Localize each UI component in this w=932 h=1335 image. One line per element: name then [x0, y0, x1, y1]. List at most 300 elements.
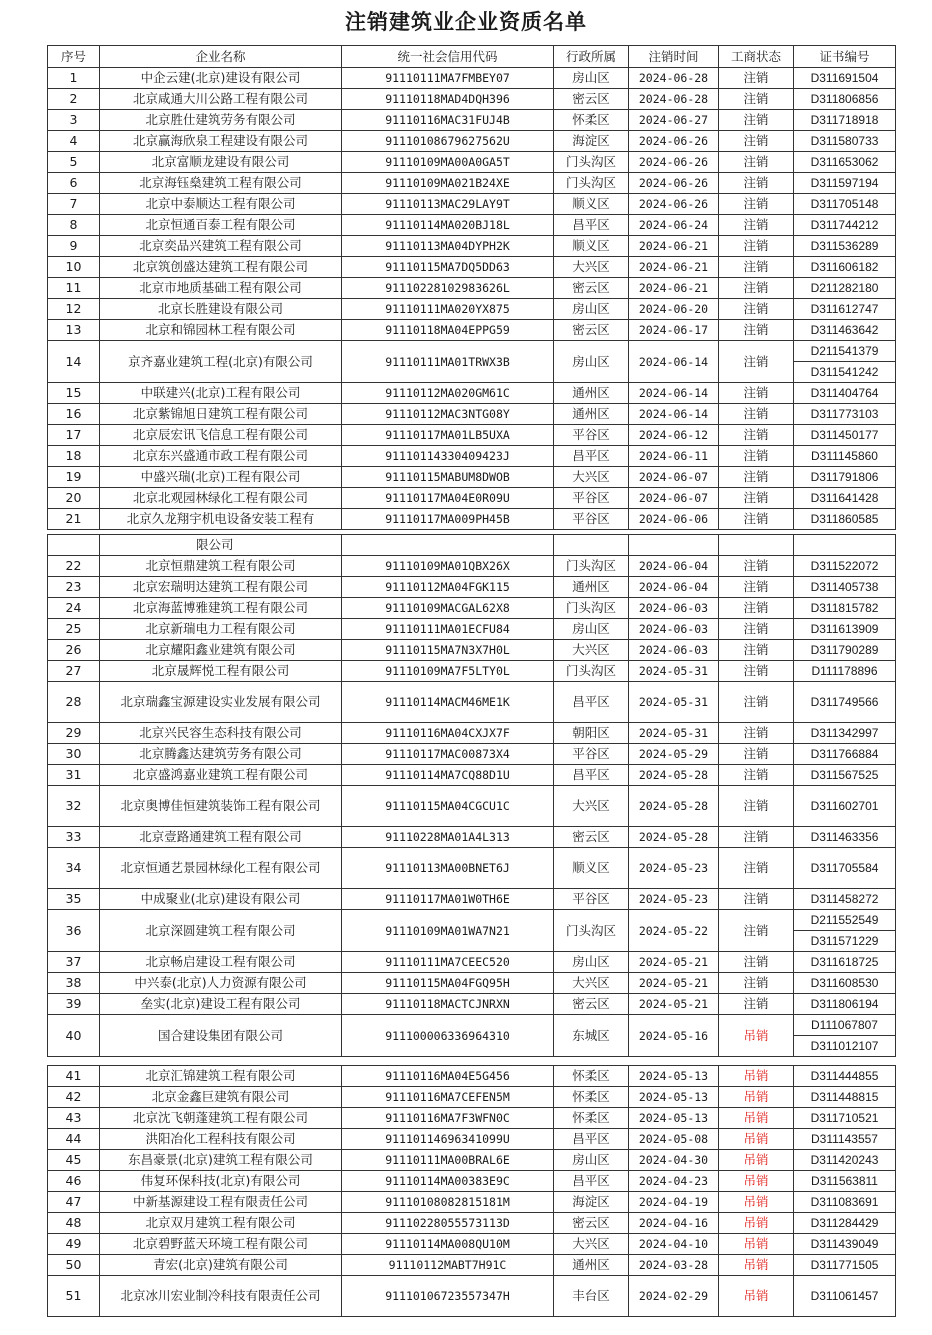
table-row [48, 173, 896, 194]
cell-credit-code: 91110115MABUM8DWOB [342, 467, 554, 488]
cell-company-name: 青宏(北京)建筑有限公司 [100, 1255, 342, 1276]
cell-cancel-date: 2024-06-14 [629, 341, 719, 383]
cell-credit-code: 91110111MA7CEEC520 [342, 952, 554, 973]
cell-credit-code: 91110117MA01W0TH6E [342, 889, 554, 910]
cell-cancel-date: 2024-06-27 [629, 110, 719, 131]
cell-business-status: 注销 [719, 152, 794, 173]
cell-business-status: 注销 [719, 973, 794, 994]
cell-company-name: 北京壹路通建筑工程有限公司 [100, 827, 342, 848]
qualification-table-continuation [47, 534, 896, 1057]
cell-business-status: 注销 [719, 910, 794, 952]
cell-credit-code: 91110109MA01WA7N21 [342, 910, 554, 952]
cell-company-name: 北京奥博佳恒建筑装饰工程有限公司 [100, 786, 342, 827]
cell-cert-number [794, 1015, 896, 1057]
cell-business-status: 注销 [719, 404, 794, 425]
cell-district: 密云区 [554, 1213, 629, 1234]
cell-index: 18 [48, 446, 100, 467]
cell-business-status: 注销 [719, 215, 794, 236]
cell-cancel-date: 2024-06-14 [629, 383, 719, 404]
cell-cert-number: D311597194 [794, 173, 896, 194]
cell-business-status: 注销 [719, 320, 794, 341]
cell-cert-number: D311405738 [794, 577, 896, 598]
table-row [48, 320, 896, 341]
cell-index: 10 [48, 257, 100, 278]
cell-index: 6 [48, 173, 100, 194]
cell-company-name: 东昌豪景(北京)建筑工程有限公司 [100, 1150, 342, 1171]
cell-index: 22 [48, 556, 100, 577]
table-row [48, 404, 896, 425]
cell-credit-code: 91110109MA021B24XE [342, 173, 554, 194]
header-business-status: 工商状态 [719, 46, 794, 68]
cell-cancel-date: 2024-06-04 [629, 577, 719, 598]
cell-cancel-date: 2024-05-29 [629, 744, 719, 765]
cell-index: 43 [48, 1108, 100, 1129]
table-row [48, 110, 896, 131]
header-index: 序号 [48, 46, 100, 68]
cell-district: 顺义区 [554, 236, 629, 257]
cell-index: 42 [48, 1087, 100, 1108]
table-row [48, 1234, 896, 1255]
page-title: 注销建筑业企业资质名单 [345, 10, 587, 34]
cell-district: 房山区 [554, 68, 629, 89]
cell-credit-code: 91110111MA7FMBEY07 [342, 68, 554, 89]
cell-company-name: 北京中泰顺达工程有限公司 [100, 194, 342, 215]
cell-cert-number: D311444855 [794, 1066, 896, 1087]
table-row [48, 278, 896, 299]
cell-credit-code: 91110228MA01A4L313 [342, 827, 554, 848]
cell-district: 门头沟区 [554, 598, 629, 619]
cell-cancel-date: 2024-05-08 [629, 1129, 719, 1150]
cert-number-line: D311012107 [794, 1035, 895, 1056]
cell-index: 16 [48, 404, 100, 425]
cert-number-line: D311571229 [794, 930, 895, 951]
cell-credit-code: 91110115MA04CGCU1C [342, 786, 554, 827]
cell-district: 密云区 [554, 278, 629, 299]
cell-cert-number: D311790289 [794, 640, 896, 661]
cell-credit-code: 91110117MA009PH45B [342, 509, 554, 530]
cell-district: 海淀区 [554, 131, 629, 152]
cell-index: 36 [48, 910, 100, 952]
cell-cancel-date: 2024-05-13 [629, 1087, 719, 1108]
cell-credit-code: 91110115MA7N3X7H0L [342, 640, 554, 661]
cell-cancel-date: 2024-06-11 [629, 446, 719, 467]
cell-index: 8 [48, 215, 100, 236]
cell-business-status: 吊销 [719, 1087, 794, 1108]
cell-credit-code [342, 535, 554, 556]
cell-business-status: 吊销 [719, 1255, 794, 1276]
cell-company-name: 中盛兴瑞(北京)工程有限公司 [100, 467, 342, 488]
cell-credit-code: 91110116MA7CEFEN5M [342, 1087, 554, 1108]
cell-company-name: 北京市地质基础工程有限公司 [100, 278, 342, 299]
cell-business-status: 注销 [719, 661, 794, 682]
table-row [48, 89, 896, 110]
cell-company-name: 北京瑞鑫宝源建设实业发展有限公司 [100, 682, 342, 723]
cell-company-name: 中成聚业(北京)建设有限公司 [100, 889, 342, 910]
cell-index: 13 [48, 320, 100, 341]
cell-company-name: 北京恒鼎建筑工程有限公司 [100, 556, 342, 577]
cell-credit-code: 91110109MA00A0GA5T [342, 152, 554, 173]
cell-index: 26 [48, 640, 100, 661]
cell-company-name: 北京紫锦旭日建筑工程有限公司 [100, 404, 342, 425]
table-row [48, 910, 896, 952]
cell-cert-number: D311143557 [794, 1129, 896, 1150]
cell-cert-number [794, 535, 896, 556]
cell-district: 房山区 [554, 619, 629, 640]
cell-district: 海淀区 [554, 1192, 629, 1213]
cell-cert-number: D311744212 [794, 215, 896, 236]
table-row [48, 509, 896, 530]
cell-business-status: 注销 [719, 509, 794, 530]
cell-cancel-date: 2024-05-21 [629, 952, 719, 973]
cell-company-name: 北京恒通百泰工程有限公司 [100, 215, 342, 236]
cell-district: 密云区 [554, 994, 629, 1015]
table-row [48, 299, 896, 320]
cell-cert-number: D311653062 [794, 152, 896, 173]
cell-cancel-date: 2024-05-21 [629, 994, 719, 1015]
cell-credit-code: 91110117MA01LB5UXA [342, 425, 554, 446]
cell-district: 怀柔区 [554, 110, 629, 131]
cell-cert-number: D311450177 [794, 425, 896, 446]
cell-district: 房山区 [554, 952, 629, 973]
cell-cancel-date: 2024-05-22 [629, 910, 719, 952]
cell-business-status: 吊销 [719, 1276, 794, 1317]
cell-district: 房山区 [554, 299, 629, 320]
cell-company-name: 北京宏瑞明达建筑工程有限公司 [100, 577, 342, 598]
cell-cancel-date: 2024-05-28 [629, 827, 719, 848]
cell-credit-code: 91110116MA04CXJX7F [342, 723, 554, 744]
cert-number-line: D111067807 [811, 1018, 878, 1032]
cell-cancel-date: 2024-05-13 [629, 1066, 719, 1087]
cell-district: 平谷区 [554, 744, 629, 765]
cell-credit-code: 91110116MAC31FUJ4B [342, 110, 554, 131]
cell-district: 大兴区 [554, 257, 629, 278]
cell-cancel-date: 2024-06-26 [629, 131, 719, 152]
cell-cert-number: D311691504 [794, 68, 896, 89]
cell-credit-code: 91110114MA008QU10M [342, 1234, 554, 1255]
cell-business-status: 注销 [719, 848, 794, 889]
table-header-row [48, 46, 896, 68]
cell-company-name: 中联建兴(北京)工程有限公司 [100, 383, 342, 404]
cell-index: 29 [48, 723, 100, 744]
cell-cancel-date: 2024-05-28 [629, 765, 719, 786]
cell-cancel-date: 2024-05-16 [629, 1015, 719, 1057]
cell-credit-code: 91110111MA01ECFU84 [342, 619, 554, 640]
cell-cert-number: D311602701 [794, 786, 896, 827]
cell-company-name: 北京晟辉悦工程有限公司 [100, 661, 342, 682]
cell-cancel-date: 2024-05-23 [629, 889, 719, 910]
cell-index: 41 [48, 1066, 100, 1087]
cell-index: 9 [48, 236, 100, 257]
cell-business-status: 吊销 [719, 1213, 794, 1234]
cell-cert-number: D311522072 [794, 556, 896, 577]
table-row [48, 827, 896, 848]
cert-number-line: D211552549 [810, 913, 879, 927]
cell-company-name: 北京胜仕建筑劳务有限公司 [100, 110, 342, 131]
table-row [48, 994, 896, 1015]
table-row [48, 640, 896, 661]
cell-cert-number: D311773103 [794, 404, 896, 425]
cell-business-status: 注销 [719, 131, 794, 152]
cell-business-status: 注销 [719, 765, 794, 786]
cell-company-name: 洪阳冶化工程科技有限公司 [100, 1129, 342, 1150]
cell-cert-number [794, 341, 896, 383]
cell-credit-code: 91110115MA04FGQ95H [342, 973, 554, 994]
cell-cert-number: D311404764 [794, 383, 896, 404]
cell-index: 48 [48, 1213, 100, 1234]
cell-credit-code: 91110112MA04FGK115 [342, 577, 554, 598]
cell-credit-code: 91110109MA7F5LTY0L [342, 661, 554, 682]
cell-district: 大兴区 [554, 1234, 629, 1255]
cell-district: 昌平区 [554, 215, 629, 236]
cell-cert-number: D311284429 [794, 1213, 896, 1234]
cell-business-status: 注销 [719, 994, 794, 1015]
cell-cert-number: D311606182 [794, 257, 896, 278]
cell-company-name: 国合建设集团有限公司 [100, 1015, 342, 1057]
cell-cancel-date: 2024-06-07 [629, 488, 719, 509]
cell-cert-number: D311771505 [794, 1255, 896, 1276]
table-row [48, 973, 896, 994]
cell-business-status: 吊销 [719, 1066, 794, 1087]
header-credit-code: 统一社会信用代码 [342, 46, 554, 68]
cell-cert-number: D311613909 [794, 619, 896, 640]
cell-business-status: 注销 [719, 640, 794, 661]
cell-district: 怀柔区 [554, 1087, 629, 1108]
table-row [48, 682, 896, 723]
cell-company-name: 北京双月建筑工程有限公司 [100, 1213, 342, 1234]
cell-cert-number: D311083691 [794, 1192, 896, 1213]
cell-credit-code: 91110117MAC00873X4 [342, 744, 554, 765]
cell-district: 昌平区 [554, 682, 629, 723]
cell-company-name: 北京赢海欣泉工程建设有限公司 [100, 131, 342, 152]
cell-business-status: 吊销 [719, 1234, 794, 1255]
cell-cert-number: D311061457 [794, 1276, 896, 1317]
cell-cancel-date: 2024-02-29 [629, 1276, 719, 1317]
cell-district: 丰台区 [554, 1276, 629, 1317]
cell-company-name: 北京畅启建设工程有限公司 [100, 952, 342, 973]
cell-district: 平谷区 [554, 488, 629, 509]
cell-company-name: 北京新瑞电力工程有限公司 [100, 619, 342, 640]
cell-index: 40 [48, 1015, 100, 1057]
cell-district: 平谷区 [554, 509, 629, 530]
cell-index: 3 [48, 110, 100, 131]
cell-business-status: 注销 [719, 257, 794, 278]
cell-credit-code: 91110111MA020YX875 [342, 299, 554, 320]
table-row [48, 723, 896, 744]
table-row [48, 152, 896, 173]
cell-index: 17 [48, 425, 100, 446]
cell-company-name: 北京金鑫巨建筑有限公司 [100, 1087, 342, 1108]
cell-company-name: 北京冰川宏业制冷科技有限责任公司 [100, 1276, 342, 1317]
cell-cert-number: D311806856 [794, 89, 896, 110]
cell-credit-code: 91110118MACTCJNRXN [342, 994, 554, 1015]
cell-district: 门头沟区 [554, 910, 629, 952]
cell-credit-code: 91110112MABT7H91C [342, 1255, 554, 1276]
table-row [48, 1129, 896, 1150]
cell-company-name: 北京北观园林绿化工程有限公司 [100, 488, 342, 509]
cell-index: 7 [48, 194, 100, 215]
cell-company-name: 北京盛鸿嘉业建筑工程有限公司 [100, 765, 342, 786]
cell-cert-number: D311420243 [794, 1150, 896, 1171]
cell-cancel-date: 2024-04-23 [629, 1171, 719, 1192]
table-row [48, 383, 896, 404]
cell-cert-number [794, 910, 896, 952]
cell-index: 47 [48, 1192, 100, 1213]
cell-index: 45 [48, 1150, 100, 1171]
cell-credit-code: 91110116MA04E5G456 [342, 1066, 554, 1087]
table-row [48, 1192, 896, 1213]
cell-cancel-date: 2024-06-04 [629, 556, 719, 577]
cell-index: 20 [48, 488, 100, 509]
cell-cert-number: D311463642 [794, 320, 896, 341]
cell-credit-code: 91110113MA00BNET6J [342, 848, 554, 889]
cell-index: 12 [48, 299, 100, 320]
cell-business-status: 吊销 [719, 1015, 794, 1057]
cell-cancel-date: 2024-04-10 [629, 1234, 719, 1255]
cell-cert-number: D311463356 [794, 827, 896, 848]
cell-company-name: 北京深圆建筑工程有限公司 [100, 910, 342, 952]
cell-cancel-date: 2024-05-23 [629, 848, 719, 889]
cell-cert-number: D211282180 [794, 278, 896, 299]
qualification-table-part3 [47, 1065, 896, 1317]
cell-business-status: 注销 [719, 299, 794, 320]
cell-business-status: 注销 [719, 723, 794, 744]
cell-district: 平谷区 [554, 425, 629, 446]
cell-company-name: 中兴泰(北京)人力资源有限公司 [100, 973, 342, 994]
table-row [48, 848, 896, 889]
table-row [48, 1255, 896, 1276]
table-row [48, 1213, 896, 1234]
cell-index: 32 [48, 786, 100, 827]
cell-company-name: 伟复环保科技(北京)有限公司 [100, 1171, 342, 1192]
cell-cert-number: D311749566 [794, 682, 896, 723]
cell-credit-code: 91110228102983626L [342, 278, 554, 299]
cell-cert-number: D311860585 [794, 509, 896, 530]
cell-cancel-date: 2024-06-26 [629, 194, 719, 215]
cell-index: 27 [48, 661, 100, 682]
cell-credit-code: 91110112MAC3NTG08Y [342, 404, 554, 425]
cell-index: 5 [48, 152, 100, 173]
table-row [48, 889, 896, 910]
cell-business-status [719, 535, 794, 556]
cell-credit-code: 911100006336964310 [342, 1015, 554, 1057]
cell-cert-number: D311439049 [794, 1234, 896, 1255]
cell-district: 朝阳区 [554, 723, 629, 744]
cell-index: 31 [48, 765, 100, 786]
cell-district: 东城区 [554, 1015, 629, 1057]
cell-credit-code: 91110113MA04DYPH2K [342, 236, 554, 257]
cell-district: 密云区 [554, 89, 629, 110]
cell-company-name: 北京辰宏讯飞信息工程有限公司 [100, 425, 342, 446]
cell-cert-number: D311815782 [794, 598, 896, 619]
cell-business-status: 注销 [719, 383, 794, 404]
table-row [48, 786, 896, 827]
cell-index: 1 [48, 68, 100, 89]
cell-cert-number: D311618725 [794, 952, 896, 973]
table-row [48, 68, 896, 89]
cell-cancel-date: 2024-06-26 [629, 152, 719, 173]
cell-company-name: 北京东兴盛通市政工程有限公司 [100, 446, 342, 467]
table-row [48, 131, 896, 152]
cell-district: 平谷区 [554, 889, 629, 910]
cell-business-status: 注销 [719, 467, 794, 488]
cell-cert-number: D311145860 [794, 446, 896, 467]
cell-cert-number: D111178896 [794, 661, 896, 682]
cell-cancel-date: 2024-06-21 [629, 236, 719, 257]
cell-credit-code: 91110109MACGAL62X8 [342, 598, 554, 619]
qualification-table-part1 [47, 45, 896, 530]
cell-company-name: 北京咸通大川公路工程有限公司 [100, 89, 342, 110]
cell-index: 50 [48, 1255, 100, 1276]
cell-district [554, 535, 629, 556]
cell-district: 顺义区 [554, 194, 629, 215]
cell-business-status: 注销 [719, 827, 794, 848]
cell-district: 门头沟区 [554, 173, 629, 194]
cell-cert-number: D311705148 [794, 194, 896, 215]
cert-number-line: D211541379 [810, 344, 879, 358]
cell-credit-code: 91110112MA020GM61C [342, 383, 554, 404]
cell-index: 44 [48, 1129, 100, 1150]
cell-cert-number: D311806194 [794, 994, 896, 1015]
cell-business-status: 注销 [719, 110, 794, 131]
cell-district: 昌平区 [554, 446, 629, 467]
cell-company-name: 北京恒通艺景园林绿化工程有限公司 [100, 848, 342, 889]
table-row [48, 341, 896, 383]
cell-cancel-date: 2024-06-06 [629, 509, 719, 530]
cell-district: 门头沟区 [554, 556, 629, 577]
cell-cancel-date: 2024-06-26 [629, 173, 719, 194]
cell-business-status: 注销 [719, 236, 794, 257]
cell-index: 51 [48, 1276, 100, 1317]
cell-credit-code: 91110111MA00BRAL6E [342, 1150, 554, 1171]
cell-index: 46 [48, 1171, 100, 1192]
table-row [48, 236, 896, 257]
cell-company-name: 北京奕品兴建筑工程有限公司 [100, 236, 342, 257]
cell-cancel-date: 2024-05-28 [629, 786, 719, 827]
cell-credit-code: 91110118MA04EPPG59 [342, 320, 554, 341]
cell-cancel-date: 2024-04-30 [629, 1150, 719, 1171]
cell-business-status: 注销 [719, 446, 794, 467]
cell-credit-code: 91110115MA7DQ5DD63 [342, 257, 554, 278]
cell-business-status: 注销 [719, 682, 794, 723]
cell-company-name: 北京汇锦建筑工程有限公司 [100, 1066, 342, 1087]
cell-business-status: 注销 [719, 952, 794, 973]
cell-cancel-date: 2024-06-21 [629, 278, 719, 299]
cell-district: 大兴区 [554, 640, 629, 661]
cell-business-status: 吊销 [719, 1150, 794, 1171]
cell-business-status: 注销 [719, 556, 794, 577]
cell-cert-number: D311612747 [794, 299, 896, 320]
table-row [48, 556, 896, 577]
cell-business-status: 注销 [719, 577, 794, 598]
cell-credit-code: 91110114696341099U [342, 1129, 554, 1150]
cell-index: 28 [48, 682, 100, 723]
cell-index: 25 [48, 619, 100, 640]
cell-credit-code: 91110117MA04E0R09U [342, 488, 554, 509]
table-row [48, 619, 896, 640]
cell-company-name: 北京海钰燊建筑工程有限公司 [100, 173, 342, 194]
cell-business-status: 注销 [719, 173, 794, 194]
cell-business-status: 注销 [719, 744, 794, 765]
cell-company-name: 垒实(北京)建设工程有限公司 [100, 994, 342, 1015]
cell-district: 房山区 [554, 341, 629, 383]
cell-company-name: 北京筑创盛达建筑工程有限公司 [100, 257, 342, 278]
cell-cancel-date [629, 535, 719, 556]
cell-cancel-date: 2024-06-28 [629, 89, 719, 110]
cell-district: 昌平区 [554, 765, 629, 786]
cell-cert-number: D311766884 [794, 744, 896, 765]
cell-index: 39 [48, 994, 100, 1015]
cell-cancel-date: 2024-05-13 [629, 1108, 719, 1129]
